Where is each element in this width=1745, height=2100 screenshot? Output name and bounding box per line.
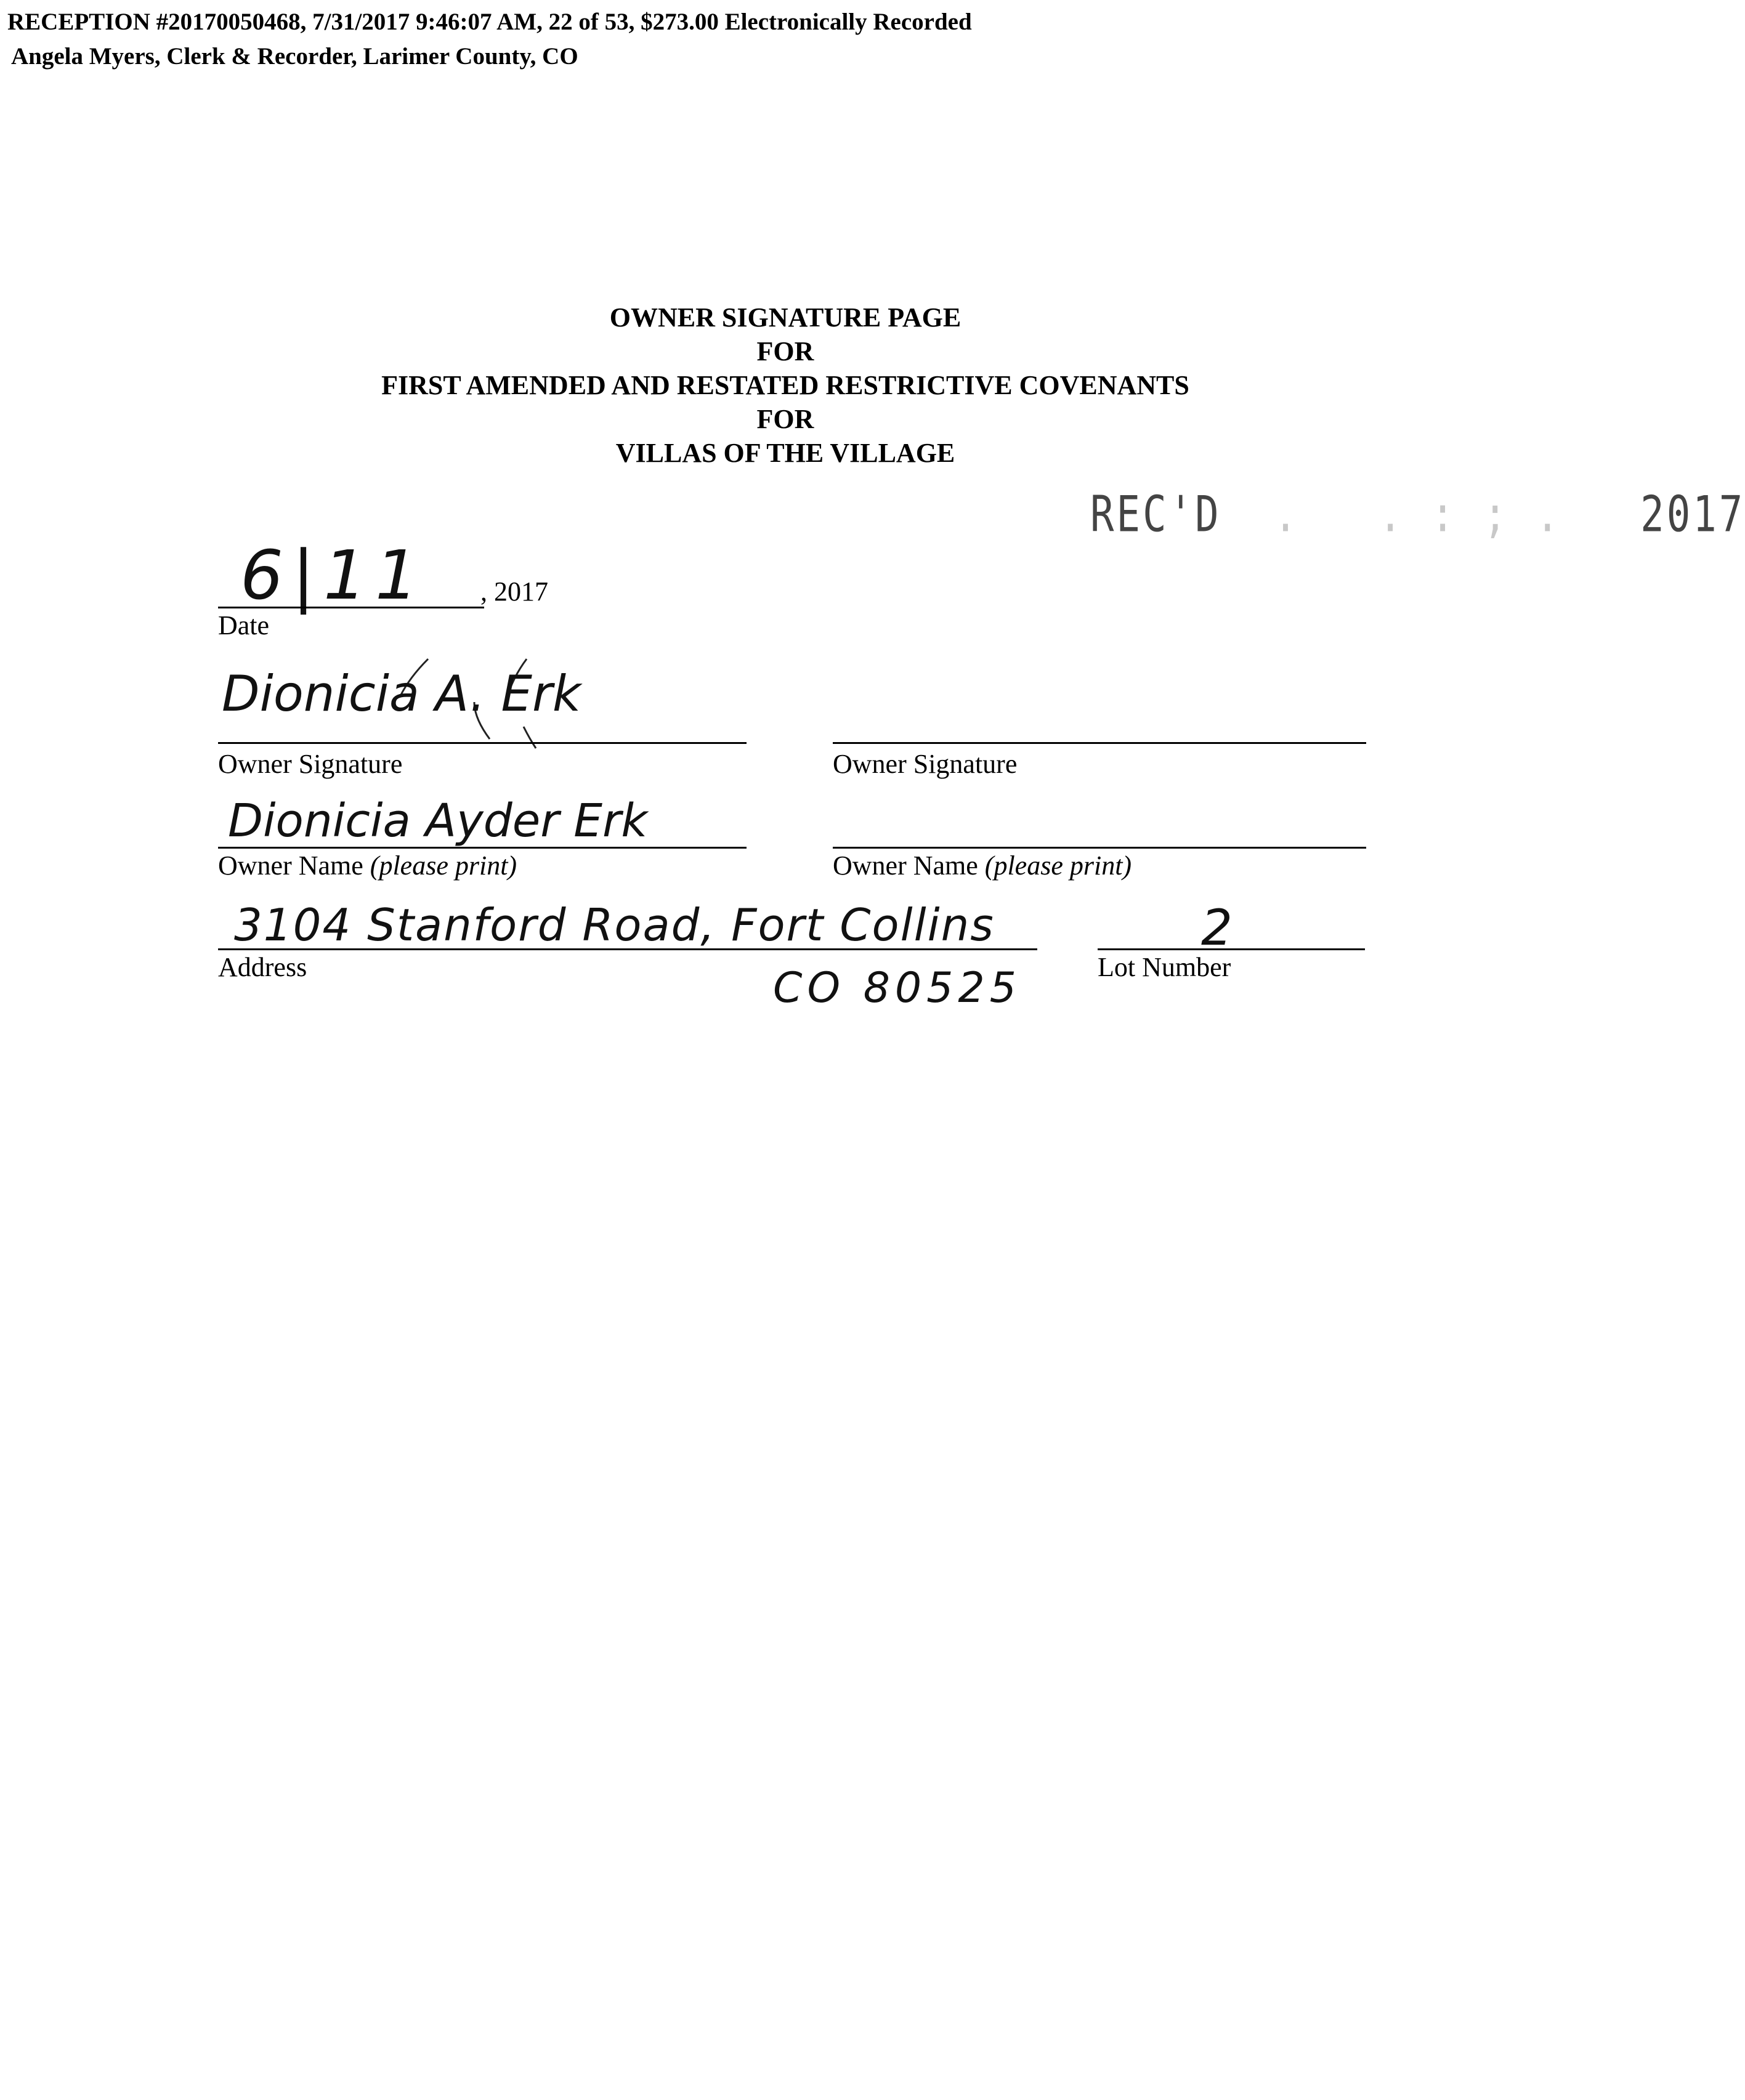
title-line-4: FOR bbox=[756, 404, 814, 434]
document-title bbox=[0, 301, 1571, 470]
recording-header bbox=[7, 5, 972, 74]
date-label: Date bbox=[218, 610, 270, 640]
recording-line-2: Angela Myers, Clerk & Recorder, Larimer County, CO bbox=[11, 43, 578, 70]
owner2-signature-label: Owner Signature bbox=[833, 749, 1018, 779]
owner2-name-rule bbox=[833, 847, 1366, 849]
lot-number-label: Lot Number bbox=[1098, 952, 1231, 982]
stamp-text-right: 2017 bbox=[1640, 487, 1745, 544]
address-handwritten-line2: CO 80525 bbox=[773, 964, 1021, 1012]
owner2-signature-rule bbox=[833, 742, 1366, 744]
received-stamp bbox=[1090, 487, 1745, 544]
owner2-name-label bbox=[833, 850, 1132, 881]
title-line-3: FIRST AMENDED AND RESTATED RESTRICTIVE COVENANTS bbox=[381, 370, 1189, 400]
title-line-2: FOR bbox=[756, 336, 814, 366]
owner1-signature-handwritten: Dionicia A. Erk bbox=[222, 665, 581, 722]
address-rule bbox=[218, 948, 1037, 950]
owner1-name-label-italic: (please print) bbox=[370, 850, 517, 881]
date-handwritten: 6|11 bbox=[240, 536, 427, 615]
owner1-name-label-text: Owner Name bbox=[218, 850, 363, 881]
lot-number-rule bbox=[1098, 948, 1365, 950]
date-year: , 2017 bbox=[480, 576, 548, 607]
title-line-5: VILLAS OF THE VILLAGE bbox=[615, 438, 955, 468]
date-rule bbox=[218, 607, 484, 608]
recording-line-1: RECEPTION #20170050468, 7/31/2017 9:46:07 AM, 22 of 53, $273.00 Electronically Recorded bbox=[7, 9, 972, 35]
stamp-faded-middle: . . : ; . bbox=[1247, 487, 1614, 544]
title-line-1: OWNER SIGNATURE PAGE bbox=[609, 302, 962, 333]
address-label: Address bbox=[218, 952, 307, 982]
owner2-name-label-text: Owner Name bbox=[833, 850, 978, 881]
lot-number-handwritten: 2 bbox=[1201, 899, 1233, 956]
owner1-name-handwritten: Dionicia Ayder Erk bbox=[228, 794, 648, 847]
owner1-name-rule bbox=[218, 847, 747, 849]
owner2-name-label-italic: (please print) bbox=[984, 850, 1132, 881]
owner1-signature-label: Owner Signature bbox=[218, 749, 403, 779]
owner1-name-label bbox=[218, 850, 517, 881]
owner1-signature-rule bbox=[218, 742, 747, 744]
stamp-text-left: REC'D bbox=[1090, 487, 1221, 544]
address-handwritten-line1: 3104 Stanford Road, Fort Collins bbox=[234, 899, 995, 951]
